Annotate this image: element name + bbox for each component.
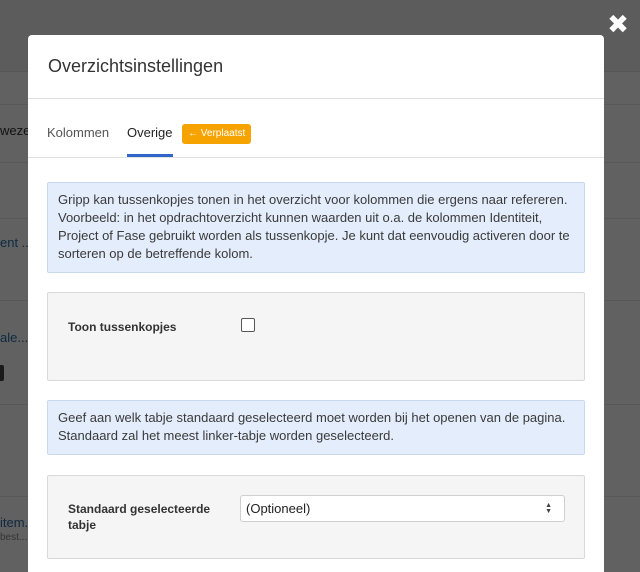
tab-kolommen[interactable]: Kolommen [47, 125, 110, 140]
info-subheaders: Gripp kan tussenkopjes tonen in het overzicht voor kolommen die ergens naar refereren. Voorbeeld: in het opdrachtoverzicht kunnen waarden uit o.a. de kolommen Identiteit, Project of Fase gebruikt worden als tussenkopje. Je kunt dat eenvoudig activeren door te sorteren op de betreffende kolom. [47, 182, 585, 273]
default-tab-select-value: (Optioneel) [246, 501, 311, 516]
tab-bar [28, 99, 604, 158]
select-arrows-icon: ▲ ▼ [545, 501, 552, 515]
show-subheaders-checkbox[interactable] [241, 318, 255, 332]
subheaders-panel [47, 292, 585, 381]
default-tab-label: Standaard geselecteerde tabje [68, 502, 211, 532]
modal-title: Overzichtsinstellingen [48, 56, 224, 76]
info-default-tab: Geef aan welk tabje standaard geselecteerd moet worden bij het openen van de pagina. Standaard zal het meest linker-tabje worden geselecteerd. [47, 400, 585, 455]
close-icon[interactable]: ✖ [607, 10, 629, 40]
show-subheaders-label: Toon tussenkopjes [68, 320, 177, 334]
moved-badge: ← Verplaatst [182, 124, 251, 144]
settings-modal [28, 35, 604, 572]
active-tab-indicator [127, 154, 173, 157]
default-tab-select[interactable] [240, 495, 565, 522]
modal-header [28, 35, 604, 99]
tab-overige[interactable]: Overige [127, 125, 173, 140]
default-tab-panel [47, 475, 585, 559]
